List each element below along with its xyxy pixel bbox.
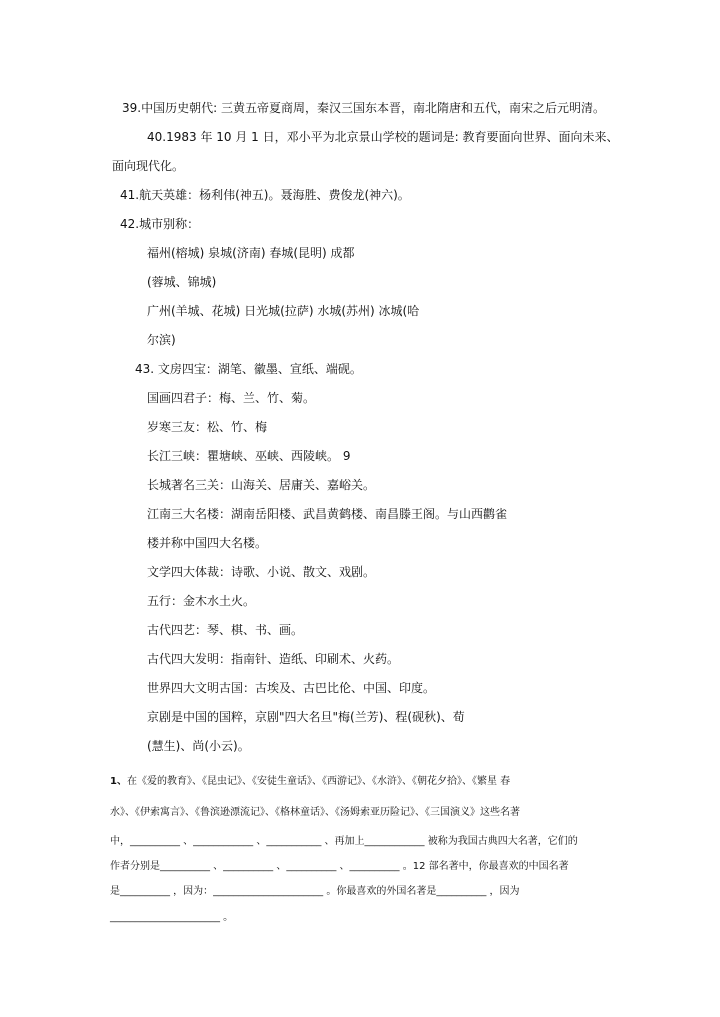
doc-line-three-friends: 岁寒三友：松、竹、梅 — [147, 420, 268, 434]
question-line-5: 是__________ ，因为：______________________ 。你最喜欢的外国名著是__________ ，因为 — [110, 886, 520, 897]
doc-line-towers-cont: 楼并称中国四大名楼。 — [147, 536, 268, 550]
doc-line-city-1: 福州(榕城) 泉城(济南) 春城(昆明) 成都 — [147, 246, 355, 260]
doc-line-41: 41.航天英雄：杨利伟(神五)。聂海胜、费俊龙(神六)。 — [120, 188, 410, 202]
doc-line-city-3: 广州(羊城、花城) 日光城(拉萨) 水城(苏州) 冰城(哈 — [147, 304, 420, 318]
question-line-3: 中，__________ 、____________ 、___________ 、再加上____________ 被称为我国古典四大名著，它们的 — [110, 836, 578, 847]
doc-line-four-arts: 古代四艺：琴、棋、书、画。 — [147, 623, 304, 637]
doc-line-civilizations: 世界四大文明古国：古埃及、古巴比伦、中国、印度。 — [147, 681, 436, 695]
doc-line-four-inventions: 古代四大发明：指南针、造纸、印刷术、火药。 — [147, 652, 400, 666]
doc-line-city-4: 尔滨) — [147, 333, 176, 347]
doc-line-four-gentlemen: 国画四君子：梅、兰、竹、菊。 — [147, 391, 316, 405]
doc-line-city-2: (蓉城、锦城) — [147, 275, 217, 289]
question-line-2: 水》、《伊索寓言》、《鲁滨逊漂流记》、《格林童话》、《汤姆索亚历险记》、《三国演义》这些名著 — [110, 807, 520, 818]
doc-line-peking-opera-cont: (慧生)、尚(小云)。 — [147, 739, 250, 753]
doc-line-towers: 江南三大名楼：湖南岳阳楼、武昌黄鹤楼、南昌滕王阁。与山西鹳雀 — [147, 507, 508, 521]
doc-line-39: 39.中国历史朝代: 三黄五帝夏商周，秦汉三国东本晋，南北隋唐和五代，南宋之后元明清。 — [122, 101, 605, 115]
doc-line-great-wall: 长城著名三关：山海关、居庸关、嘉峪关。 — [147, 478, 376, 492]
question-line-4: 作者分别是__________ 、__________ 、__________ 、__________ 。12 部名著中，你最喜欢的中国名著 — [110, 861, 569, 872]
doc-line-42: 42.城市别称： — [120, 217, 200, 231]
doc-line-43: 43. 文房四宝：湖笔、徽墨、宣纸、端砚。 — [135, 362, 362, 376]
doc-line-40-cont: 面向现代化。 — [112, 159, 185, 173]
doc-line-three-gorges: 长江三峡：瞿塘峡、巫峡、西陵峡。 9 — [147, 449, 351, 463]
doc-line-literature: 文学四大体裁：诗歌、小说、散文、戏剧。 — [147, 565, 376, 579]
doc-line-40: 40.1983 年 10 月 1 日，邓小平为北京景山学校的题词是: 教育要面向世界、面向未来、 — [147, 130, 619, 144]
question-line-6: ______________________ 。 — [110, 912, 234, 923]
doc-line-peking-opera: 京剧是中国的国粹，京剧"四大名旦"梅(兰芳)、程(砚秋)、荀 — [147, 710, 465, 724]
question-number: 1、 — [110, 776, 127, 787]
question-line-1 — [110, 776, 510, 788]
doc-line-five-elements: 五行：金木水土火。 — [147, 594, 256, 608]
question-text-1: 在《爱的教育》、《昆虫记》、《安徒生童话》、《西游记》、《水浒》、《朝花夕拾》、《繁星 春 — [126, 776, 511, 787]
